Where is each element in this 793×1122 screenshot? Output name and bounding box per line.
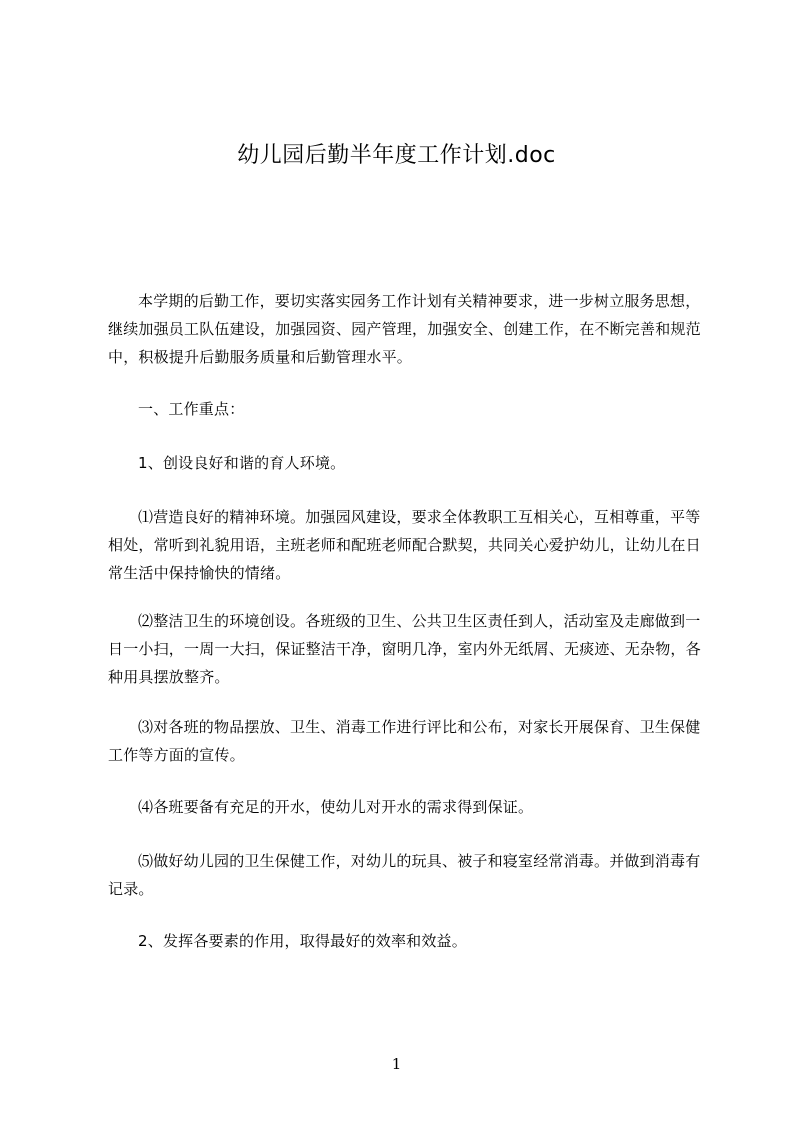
sub-item-5: ⑸做好幼儿园的卫生保健工作，对幼儿的玩具、被子和寝室经常消毒。并做到消毒有记录。	[108, 852, 701, 898]
sub-item-3: ⑶对各班的物品摆放、卫生、消毒工作进行评比和公布，对家长开展保育、卫生保健工作等方面的宣传。	[108, 718, 701, 764]
intro-paragraph: 本学期的后勤工作，要切实落实园务工作计划有关精神要求，进一步树立服务思想，继续加强员工队伍建设，加强园资、园产管理，加强安全、创建工作，在不断完善和规范中，积极提升后勤服务质量和后勤管理水平。	[108, 292, 701, 366]
section-heading: 一、工作重点：	[138, 400, 245, 418]
sub-item-1: ⑴营造良好的精神环境。加强园风建设，要求全体教职工互相关心，互相尊重，平等相处，常听到礼貌用语，主班老师和配班老师配合默契，共同关心爱护幼儿，让幼儿在日常生活中保持愉快的情绪。	[108, 508, 701, 582]
document-title: 幼儿园后勤半年度工作计划.doc	[237, 143, 556, 168]
sub-item-2: ⑵整洁卫生的环境创设。各班级的卫生、公共卫生区责任到人，活动室及走廊做到一日一小扫，一周一大扫，保证整洁干净，窗明几净，室内外无纸屑、无痰迹、无杂物，各种用具摆放整齐。	[108, 612, 701, 686]
page-number: 1	[391, 1055, 402, 1073]
item-1-heading: 1、创设良好和谐的育人环境。	[138, 454, 346, 472]
item-2-heading: 2、发挥各要素的作用，取得最好的效率和效益。	[138, 932, 467, 950]
sub-item-4: ⑷各班要备有充足的开水，使幼儿对开水的需求得到保证。	[138, 798, 534, 816]
